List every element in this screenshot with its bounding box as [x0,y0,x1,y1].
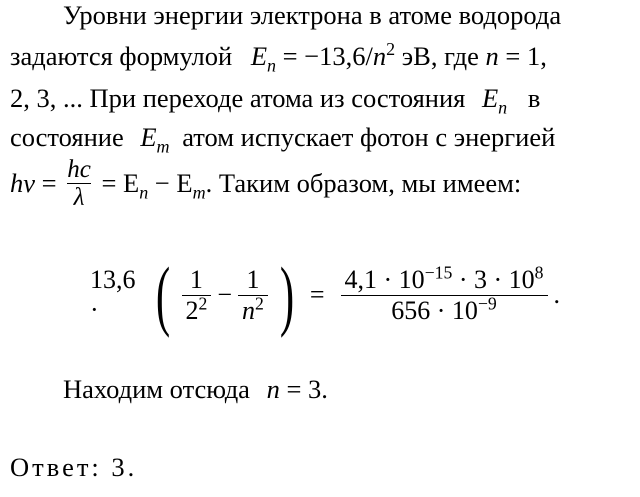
text-fragment: 2, 3, ... При переходе атома из состояния [10,83,466,113]
paragraph-line-5: hν = $\frac{hc}{\lambda}$ = $E_n - E_m$. Таким образом, мы имеем: [10,155,522,211]
period: . [553,280,560,309]
energy-formula: $E_n = -13,6/n^2$ [250,39,396,76]
left-paren: ( [155,251,170,338]
equals-sign: = [309,280,325,309]
state-m: $E_m$ [140,122,170,157]
rhs-fraction: $\frac{4,1 \cdot 10^{-15} \cdot 3 \cdot 10^8}{656 \cdot 10^{-9}}$ [341,265,548,326]
paragraph-line-3: 2, 3, ... При переходе атома из состояния $E_n$ в [10,83,541,118]
answer-text: Ответ: 3. [10,452,138,482]
result-text: Находим отсюда [63,374,250,404]
fraction-one-over-n-squared: $\frac{1}{n^2}$ [238,265,268,326]
fraction-one-over-2-squared: $\frac{1}{2^2}$ [182,265,212,326]
display-equation [90,251,560,338]
right-paren: ) [279,251,294,338]
coefficient: 13,6 · [90,265,136,324]
answer-line [10,452,137,482]
photon-energy: hν [10,168,36,198]
paragraph-line-4: состояние $E_m$ атом испускает фотон с энергией [10,122,556,157]
paragraph-line-1 [63,0,561,30]
text-line-1: Уровни энергии электрона в атоме водорода [63,0,562,30]
state-n: $E_n$ [481,83,508,118]
text-fragment: состояние [10,122,124,152]
minus-sign: − [217,280,233,309]
result-formula: n = 3. [266,374,328,404]
hc-over-lambda-fraction: $\frac{hc}{\lambda}$ [67,155,91,211]
paragraph-line-2: задаются формулой $E_n = -13,6/n^2$ эВ, где n = 1, [10,39,547,76]
text-fragment: задаются формулой [10,41,233,71]
result-line [63,374,328,404]
